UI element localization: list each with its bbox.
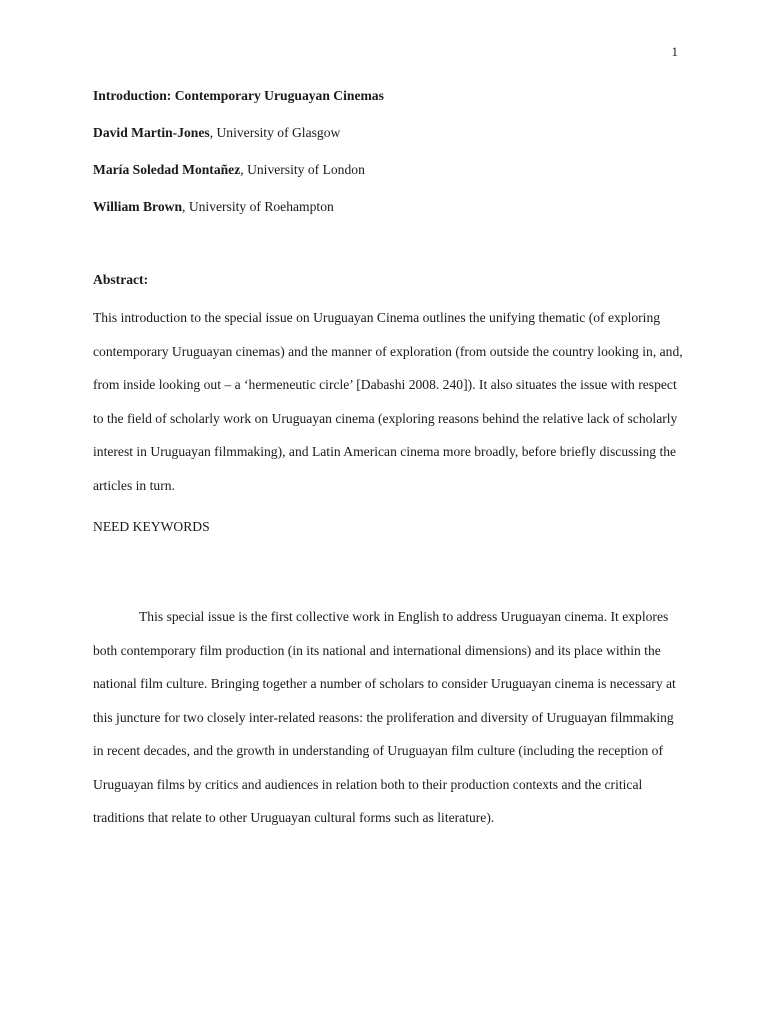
author-name: David Martin-Jones: [93, 125, 210, 140]
author-line-1: [93, 123, 683, 143]
page-number: 1: [671, 44, 678, 59]
document-content: [93, 86, 683, 835]
keywords-note: NEED KEYWORDS: [93, 519, 210, 534]
author-affiliation: , University of Glasgow: [209, 125, 341, 140]
author-affiliation: , University of Roehampton: [182, 199, 334, 214]
author-affiliation: , University of London: [240, 162, 365, 177]
document-title: Introduction: Contemporary Uruguayan Cinemas: [93, 88, 384, 103]
author-line-2: [93, 160, 683, 180]
abstract-text: This introduction to the special issue on Uruguayan Cinema outlines the unifying thematic (of exploring contemporary Uruguayan cinemas) and the manner of exploration (from outside the country looking in, and, from inside looking out – a ‘hermeneutic circle’ [Dabashi 2008. 240]). It also situates the issue with respect to the field of scholarly work on Uruguayan cinema (exploring reasons behind the relative lack of scholarly interest in Uruguayan filmmaking), and Latin American cinema more broadly, before briefly discussing the articles in turn.: [93, 310, 683, 493]
author-name: William Brown: [93, 199, 183, 214]
abstract-heading: Abstract:: [93, 272, 149, 287]
author-line-3: [93, 197, 683, 217]
body-paragraph: This special issue is the first collective work in English to address Uruguayan cinema. It explores both contemporary film production (in its national and international dimensions) and its place within the national film culture. Bringing together a number of scholars to consider Uruguayan cinema is necessary at this juncture for two closely inter-related reasons: the proliferation and diversity of Uruguayan filmmaking in recent decades, and the growth in understanding of Uruguayan film culture (including the reception of Uruguayan films by critics and audiences in relation both to their production contexts and the critical traditions that relate to other Uruguayan cultural forms such as literature).: [93, 609, 676, 825]
author-name: María Soledad Montañez: [93, 162, 241, 177]
